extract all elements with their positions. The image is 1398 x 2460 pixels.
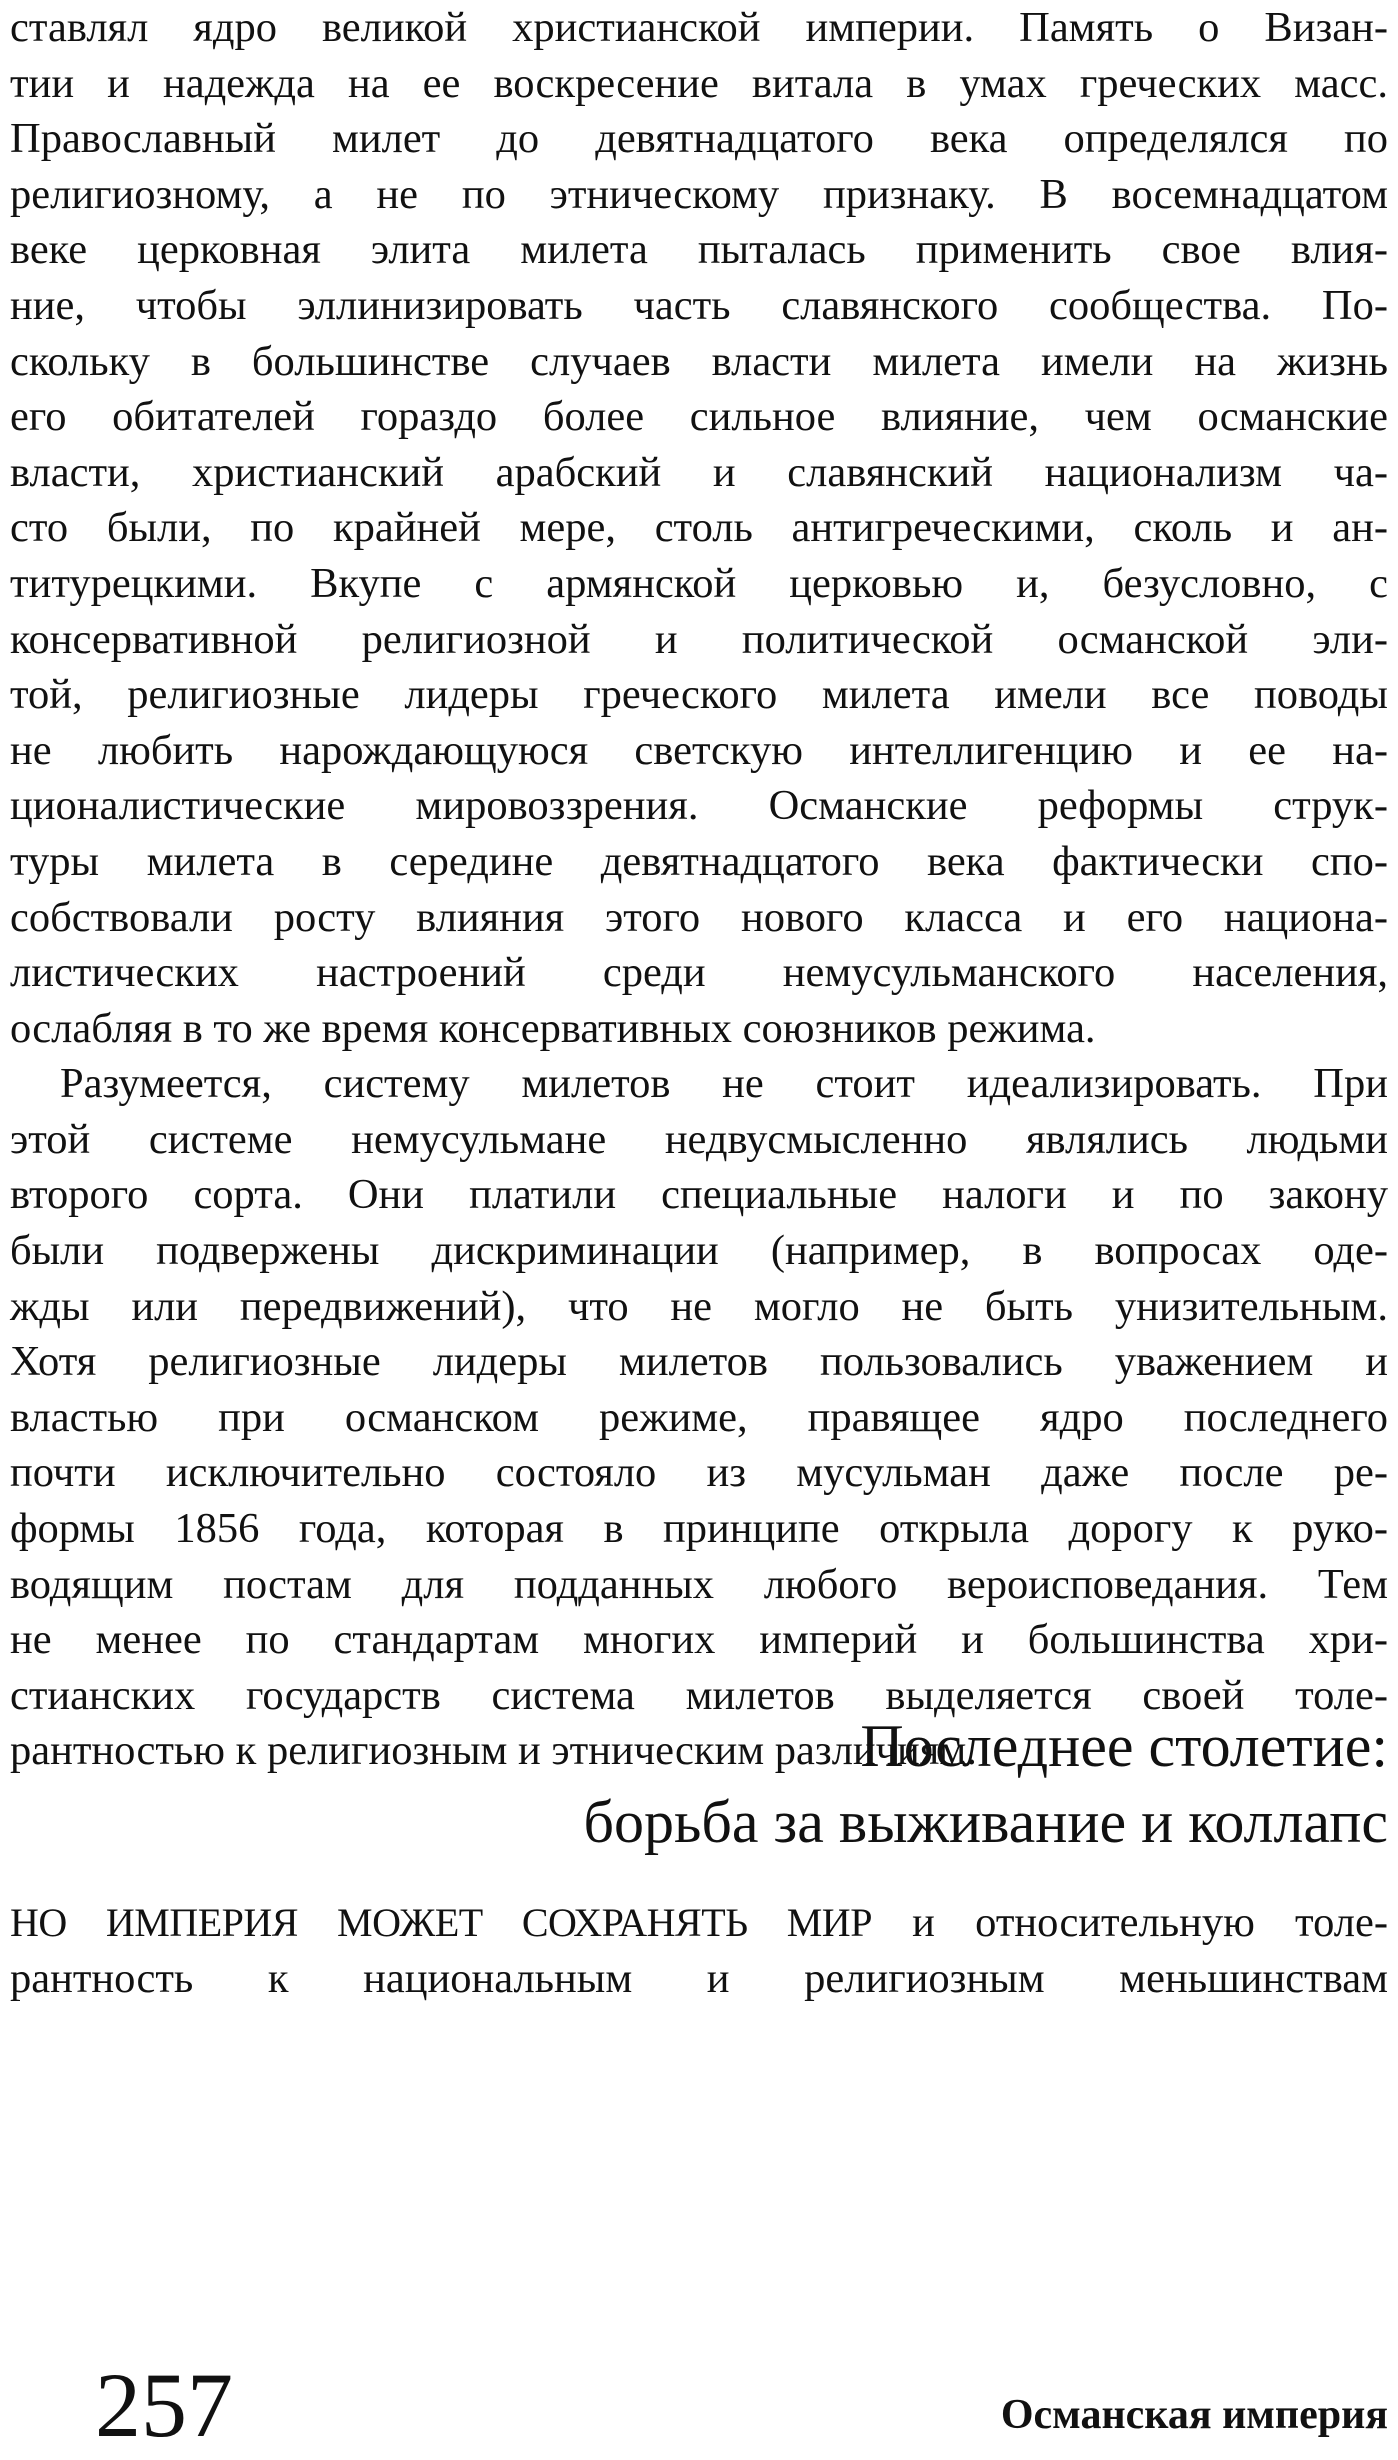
section-heading xyxy=(584,1708,1389,1860)
section-heading-line-1: Последнее столетие: xyxy=(860,1713,1388,1779)
main-text xyxy=(10,0,1388,1779)
page-number: 257 xyxy=(95,2354,233,2456)
text-line: веке церковная элита милета пыталась применить свое влия- xyxy=(10,226,1388,274)
text-fragment: и относительную толе- xyxy=(871,1899,1388,1946)
text-line: второго сорта. Они платили специальные налоги и по закону xyxy=(10,1171,1388,1219)
text-line: формы 1856 года, которая в принципе открыла дорогу к руко- xyxy=(10,1505,1388,1553)
text-line: Хотя религиозные лидеры милетов пользовались уважением и xyxy=(10,1338,1388,1386)
text-line xyxy=(10,1895,1388,1951)
text-line: почти исключительно состояло из мусульман даже после ре- xyxy=(10,1449,1388,1497)
text-line: тии и надежда на ее воскресение витала в умах греческих масс. xyxy=(10,59,1388,107)
section-heading-line-2: борьба за выживание и коллапс xyxy=(583,1789,1388,1855)
text-line: были подвержены дискриминации (например, в вопросах оде- xyxy=(10,1227,1388,1275)
text-line: рантность к национальным и религиозным меньшинствам xyxy=(10,1954,1388,2002)
text-line: этой системе немусульмане недвусмысленно являлись людьми xyxy=(10,1115,1388,1163)
text-line: туры милета в середине девятнадцатого века фактически спо- xyxy=(10,837,1388,885)
text-line: собствовали росту влияния этого нового класса и его национа- xyxy=(10,893,1388,941)
text-line: религиозному, а не по этническому признаку. В восемнадцатом xyxy=(10,170,1388,218)
text-line: листических настроений среди немусульманского населения, xyxy=(10,949,1388,997)
text-line: не любить нарождающуюся светскую интеллигенцию и ее на- xyxy=(10,726,1388,774)
running-title: Османская империя xyxy=(1000,2392,1388,2438)
text-line: его обитателей гораздо более сильное влияние, чем османские xyxy=(10,393,1388,441)
text-line: ционалистические мировоззрения. Османские реформы струк- xyxy=(10,782,1388,830)
text-line: власти, христианский арабский и славянский национализм ча- xyxy=(10,448,1388,496)
text-line: водящим постам для подданных любого вероисповедания. Тем xyxy=(10,1560,1388,1608)
text-line: ние, чтобы эллинизировать часть славянского сообщества. По- xyxy=(10,281,1388,329)
small-caps-lead: НО ИМПЕРИЯ МОЖЕТ СОХРАНЯТЬ МИР xyxy=(10,1900,872,1945)
text-line: ставлял ядро великой христианской империи. Память о Визан- xyxy=(10,4,1388,51)
text-line: Православный милет до девятнадцатого века определялся по xyxy=(10,115,1388,163)
text-line: жды или передвижений), что не могло не быть унизительным. xyxy=(10,1282,1388,1330)
text-line: титурецкими. Вкупе с армянской церковью и, безусловно, с xyxy=(10,559,1388,607)
text-line: не менее по стандартам многих империй и большинства хри- xyxy=(10,1616,1388,1664)
text-line: ослабляя в то же время консервативных союзников режима. xyxy=(10,1004,1096,1052)
text-line: сто были, по крайней мере, столь антигреческими, сколь и ан- xyxy=(10,504,1388,552)
text-line: властью при османском режиме, правящее ядро последнего xyxy=(10,1393,1388,1441)
text-line: стианских государств система милетов выделяется своей толе- xyxy=(10,1671,1388,1719)
text-line: той, религиозные лидеры греческого милета имели все поводы xyxy=(10,671,1388,719)
paragraph-2 xyxy=(10,1056,1388,1779)
text-line: рантностью к религиозным и этническим различиям. xyxy=(10,1727,977,1775)
section-opening-text xyxy=(10,1895,1388,2006)
text-line: скольку в большинстве случаев власти милета имели на жизнь xyxy=(10,337,1388,385)
text-line: Разумеется, систему милетов не стоит идеализировать. При xyxy=(60,1060,1388,1108)
paragraph-1 xyxy=(10,0,1388,1056)
text-line: консервативной религиозной и политической османской эли- xyxy=(10,615,1388,663)
